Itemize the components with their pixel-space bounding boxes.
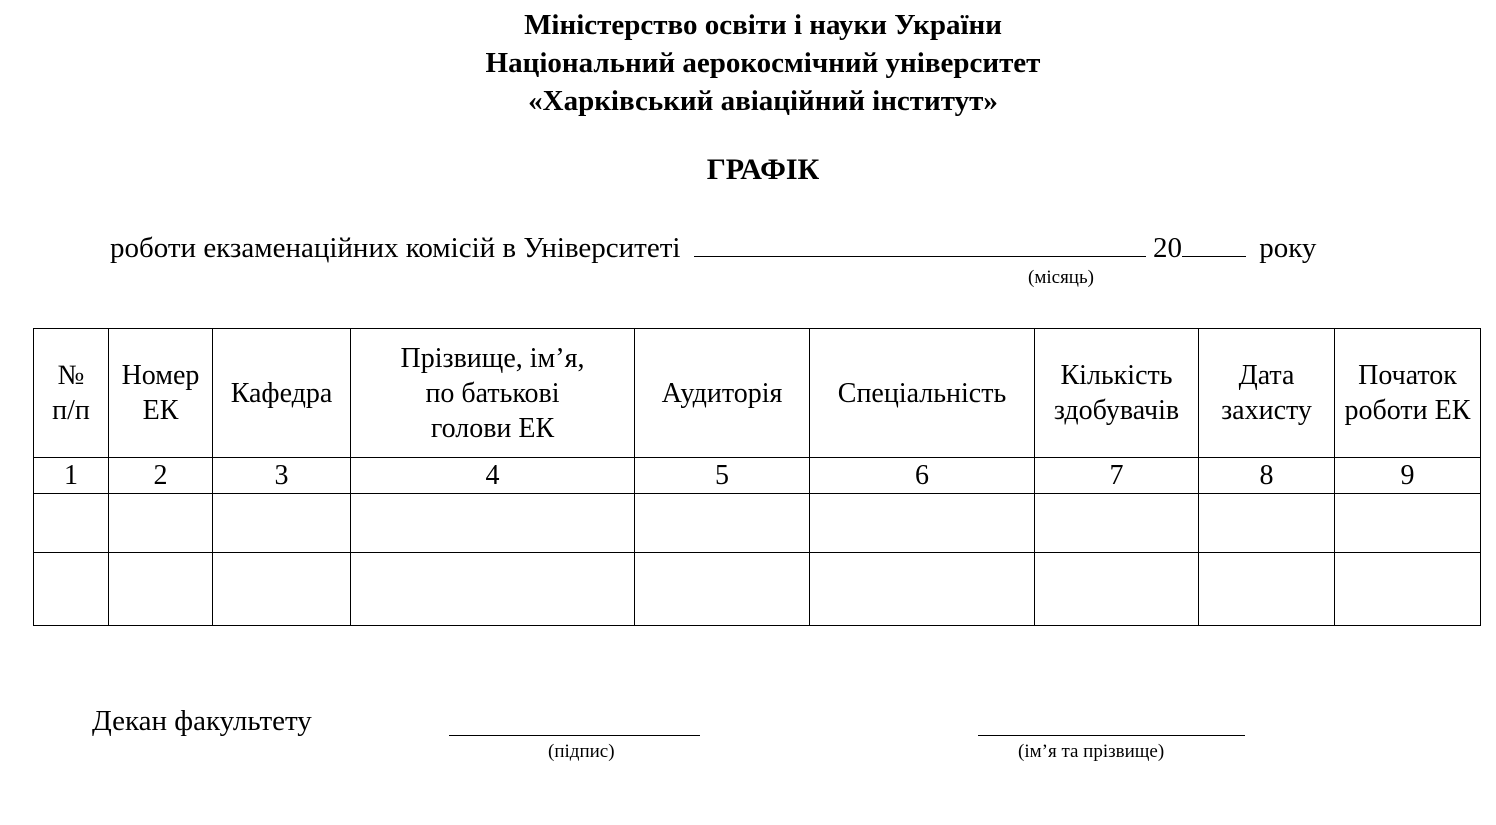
table-cell [1035,494,1199,553]
column-number: 3 [213,458,351,494]
column-number: 1 [34,458,109,494]
column-header [213,329,351,458]
document-subtitle [110,228,1316,266]
column-header-line: по батькові [425,377,560,409]
table-cell [351,553,635,626]
table-cell [810,494,1035,553]
column-number: 8 [1199,458,1335,494]
column-header-line: Дата [1238,360,1295,391]
signature-line [449,735,700,736]
column-header-line: Прізвище, ім’я, [400,342,585,374]
column-header [810,329,1035,458]
column-header-line: ЕК [142,395,179,426]
column-number: 5 [635,458,810,494]
column-header [34,329,109,458]
table-cell [1035,553,1199,626]
table-cell [109,494,213,553]
column-header [1035,329,1199,458]
header-ministry: Міністерство освіти і науки України [524,9,1002,41]
table-row [34,494,1481,553]
column-header-line: захисту [1221,395,1312,426]
column-number: 2 [109,458,213,494]
table-cell [635,494,810,553]
table-cell [213,553,351,626]
column-number: 9 [1335,458,1481,494]
table-cell [1199,553,1335,626]
table-cell [34,553,109,626]
table-row [34,553,1481,626]
table-cell [635,553,810,626]
column-number: 6 [810,458,1035,494]
column-header-line: Кількість [1060,360,1173,391]
table-cell [810,553,1035,626]
column-header-line: Аудиторія [661,377,783,409]
column-header-line: голови ЕК [430,412,555,444]
signature-caption: (підпис) [548,741,615,762]
column-header [635,329,810,458]
subtitle-text: роботи екзаменаційних комісій в Університеті [110,232,681,264]
name-line [978,735,1245,736]
table-header-row [34,329,1481,458]
year-suffix: року [1259,232,1317,264]
column-header-line: Номер [121,360,200,391]
column-number: 4 [351,458,635,494]
document-header [0,6,1496,120]
document-title: ГРАФІК [706,153,820,186]
column-header-line: здобувачів [1053,395,1180,426]
schedule-table [33,328,1481,626]
table-cell [1335,553,1481,626]
column-header-line: Спеціальність [837,377,1007,409]
table-cell [34,494,109,553]
column-header-line: Початок [1358,360,1457,391]
column-header [1335,329,1481,458]
header-university: Національний аерокосмічний університет [485,47,1041,79]
column-header-line: роботи ЕК [1344,395,1471,426]
column-number: 7 [1035,458,1199,494]
header-institute: «Харківський авіаційний інститут» [528,85,998,117]
table-cell [351,494,635,553]
column-header-line: № [57,360,85,391]
dean-label: Декан факультету [92,705,312,737]
month-fill-line [694,228,1146,257]
name-caption: (ім’я та прізвище) [1018,741,1165,762]
year-prefix: 20 [1152,232,1182,264]
column-header [351,329,635,458]
column-header-line: п/п [52,395,90,426]
column-header [109,329,213,458]
column-header-line: Кафедра [230,377,333,409]
table-cell [1199,494,1335,553]
year-fill-line [1182,228,1246,257]
column-header [1199,329,1335,458]
month-caption: (місяць) [1028,267,1094,288]
table-cell [213,494,351,553]
table-cell [109,553,213,626]
column-number-row [34,458,1481,494]
table-cell [1335,494,1481,553]
